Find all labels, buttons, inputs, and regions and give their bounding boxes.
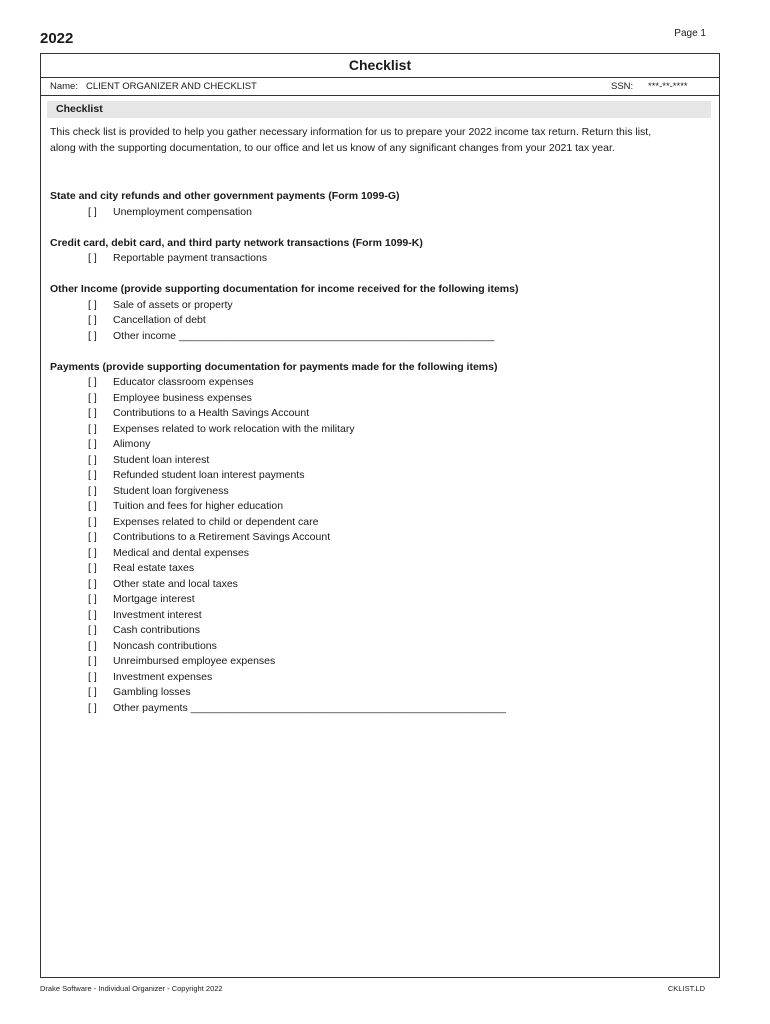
item-label: Contributions to a Health Savings Account	[113, 407, 310, 419]
item-label: Reportable payment transactions	[113, 252, 268, 264]
item-label: Unemployment compensation	[113, 205, 252, 218]
item-checkbox[interactable]: [ ]	[88, 624, 97, 636]
checklist-item	[50, 391, 690, 407]
item-checkbox[interactable]: [ ]	[88, 314, 97, 326]
checklist-item	[50, 592, 690, 608]
footer-copyright: Drake Software - Individual Organizer - Copyright 2022	[40, 984, 223, 993]
item-checkbox[interactable]: [ ]	[88, 391, 97, 404]
item-label: Refunded student loan interest payments	[113, 469, 305, 481]
item-label: Expenses related to work relocation with the military	[113, 422, 355, 435]
checklist-content	[50, 189, 690, 732]
checklist-item	[50, 546, 690, 562]
checklist-item	[50, 639, 690, 655]
section-title: Credit card, debit card, and third party network transactions (Form 1099-K)	[50, 236, 423, 249]
checklist-section	[50, 360, 690, 717]
checklist-item	[50, 329, 690, 345]
item-checkbox[interactable]: [ ]	[88, 252, 97, 264]
item-checkbox[interactable]: [ ]	[88, 205, 97, 218]
item-label: Investment interest	[113, 608, 202, 621]
item-label: Noncash contributions	[113, 639, 217, 652]
name-value: CLIENT ORGANIZER AND CHECKLIST	[86, 81, 257, 92]
checklist-item	[50, 313, 690, 329]
item-checkbox[interactable]: [ ]	[88, 376, 97, 388]
checklist-item	[50, 375, 690, 391]
item-label: Alimony	[113, 438, 151, 450]
checklist-item	[50, 670, 690, 686]
checklist-item	[50, 623, 690, 639]
tax-year: 2022	[40, 30, 74, 47]
item-label: Contributions to a Retirement Savings Account	[113, 531, 331, 543]
form-title: Checklist	[348, 57, 412, 73]
section-title: State and city refunds and other government payments (Form 1099-G)	[50, 190, 400, 202]
form-frame	[40, 53, 720, 978]
checklist-item	[50, 561, 690, 577]
name-ssn-row	[41, 77, 719, 96]
checklist-section	[50, 189, 690, 220]
item-checkbox[interactable]: [ ]	[88, 655, 97, 667]
item-checkbox[interactable]: [ ]	[88, 593, 97, 605]
item-checkbox[interactable]: [ ]	[88, 531, 97, 543]
checklist-item	[50, 515, 690, 531]
checklist-item	[50, 406, 690, 422]
item-label: Cancellation of debt	[113, 314, 206, 326]
item-label: Sale of assets or property	[113, 298, 233, 311]
item-checkbox[interactable]: [ ]	[88, 329, 97, 342]
item-checkbox[interactable]: [ ]	[88, 407, 97, 419]
checklist-item	[50, 298, 690, 314]
item-checkbox[interactable]: [ ]	[88, 500, 97, 512]
checklist-item	[50, 608, 690, 624]
item-checkbox[interactable]: [ ]	[88, 608, 97, 621]
checklist-item	[50, 453, 690, 469]
item-label: Educator classroom expenses	[113, 376, 254, 388]
checklist-item	[50, 205, 690, 221]
item-label: Cash contributions	[113, 624, 200, 636]
item-label: Other payments ______________________________________________________	[113, 701, 506, 714]
section-title: Payments (provide supporting documentation for payments made for the following items)	[50, 360, 498, 373]
checklist-section	[50, 282, 690, 344]
name-label: Name:	[50, 81, 78, 92]
item-checkbox[interactable]: [ ]	[88, 639, 97, 652]
item-label: Real estate taxes	[113, 562, 195, 574]
checklist-item	[50, 577, 690, 593]
item-checkbox[interactable]: [ ]	[88, 453, 97, 466]
item-label: Mortgage interest	[113, 593, 195, 605]
section-title: Other Income (provide supporting documentation for income received for the following items)	[50, 283, 519, 295]
item-label: Gambling losses	[113, 686, 191, 698]
ssn-value: ***-**-****	[648, 81, 688, 92]
checklist-item	[50, 437, 690, 453]
item-checkbox[interactable]: [ ]	[88, 515, 97, 528]
item-label: Student loan interest	[113, 453, 210, 466]
item-label: Student loan forgiveness	[113, 484, 229, 497]
checklist-item	[50, 251, 690, 267]
item-label: Employee business expenses	[113, 391, 252, 404]
page-number: Page 1	[674, 28, 706, 39]
item-checkbox[interactable]: [ ]	[88, 562, 97, 574]
checklist-item	[50, 654, 690, 670]
checklist-item	[50, 685, 690, 701]
item-checkbox[interactable]: [ ]	[88, 484, 97, 497]
section-header: Checklist	[47, 101, 711, 118]
intro-text: This check list is provided to help you gather necessary information for us to prepare your 2022 income tax return. Return this list, along with the supporting documentation, to our office and let us know of any significant changes from your 2021 tax year.	[50, 126, 652, 154]
item-checkbox[interactable]: [ ]	[88, 670, 97, 683]
checklist-item	[50, 701, 690, 717]
footer-form-code: CKLIST.LD	[667, 984, 705, 993]
item-checkbox[interactable]: [ ]	[88, 546, 97, 559]
item-checkbox[interactable]: [ ]	[88, 298, 97, 311]
item-checkbox[interactable]: [ ]	[88, 469, 97, 481]
item-checkbox[interactable]: [ ]	[88, 686, 97, 698]
item-checkbox[interactable]: [ ]	[88, 577, 97, 590]
checklist-item	[50, 468, 690, 484]
item-label: Tuition and fees for higher education	[113, 500, 284, 512]
item-label: Other income ______________________________________________________	[113, 329, 495, 342]
item-label: Investment expenses	[113, 670, 213, 683]
checklist-section	[50, 236, 690, 267]
item-label: Medical and dental expenses	[113, 546, 250, 559]
checklist-item	[50, 530, 690, 546]
item-label: Expenses related to child or dependent care	[113, 515, 319, 528]
ssn-label: SSN:	[611, 81, 634, 92]
item-checkbox[interactable]: [ ]	[88, 422, 97, 435]
checklist-item	[50, 422, 690, 438]
item-checkbox[interactable]: [ ]	[88, 701, 97, 714]
item-label: Unreimbursed employee expenses	[113, 655, 276, 667]
checklist-item	[50, 484, 690, 500]
item-label: Other state and local taxes	[113, 577, 238, 590]
item-checkbox[interactable]: [ ]	[88, 438, 97, 450]
checklist-item	[50, 499, 690, 515]
